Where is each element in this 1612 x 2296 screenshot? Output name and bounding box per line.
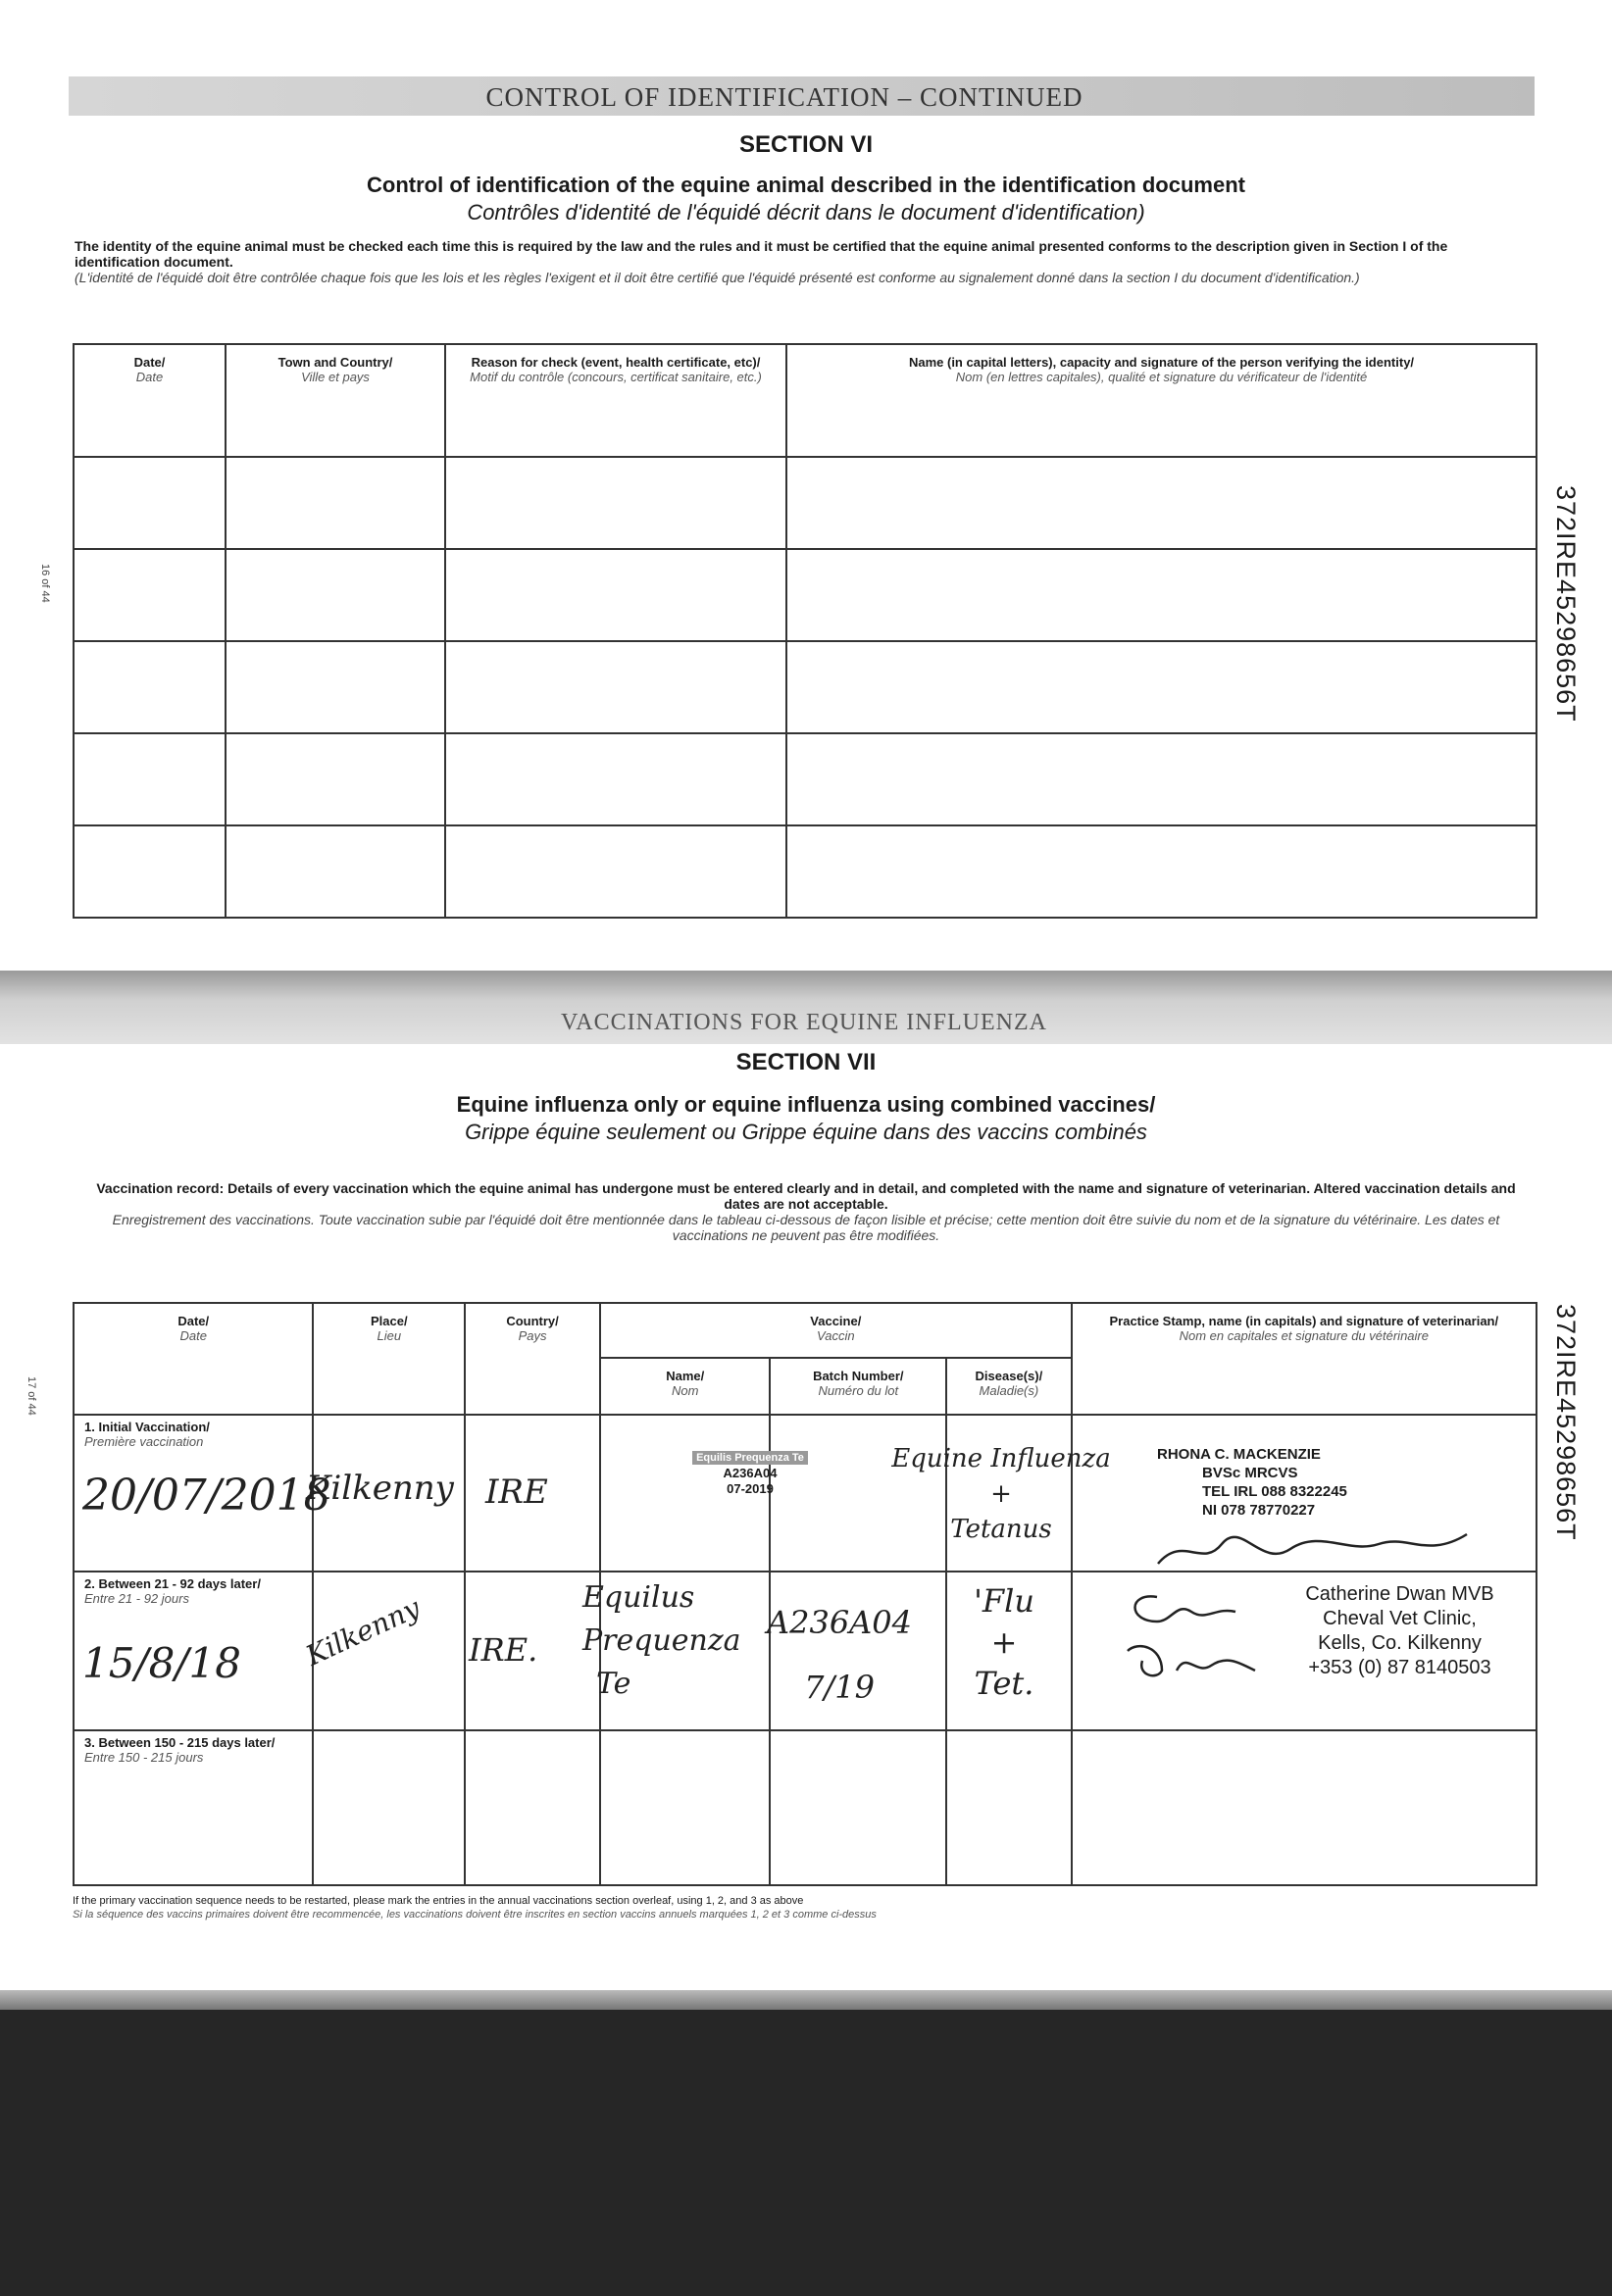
section6-band-title: CONTROL OF IDENTIFICATION – CONTINUED bbox=[485, 82, 1083, 112]
row2-disease-line1: 'Flu bbox=[974, 1582, 1034, 1620]
stamp1-ni: NI 078 78770227 bbox=[1202, 1502, 1316, 1519]
row2-batch-handwritten bbox=[751, 1590, 928, 1720]
row1-disease-handwritten bbox=[879, 1441, 1124, 1547]
row1-date-handwritten: 20/07/2018 bbox=[82, 1471, 331, 1521]
cell[interactable] bbox=[786, 549, 1536, 641]
section7-heading-en: Equine influenza only or equine influenza using combined vaccines/ bbox=[456, 1092, 1156, 1117]
cell[interactable] bbox=[74, 825, 226, 918]
cell[interactable] bbox=[226, 549, 445, 641]
cell[interactable] bbox=[74, 733, 226, 825]
cell[interactable] bbox=[445, 825, 786, 918]
section6-note bbox=[75, 238, 1516, 285]
row2-disease-line2: + bbox=[990, 1623, 1018, 1661]
page-number-16: 16 of 44 bbox=[39, 564, 51, 603]
vacc-row-2-label[interactable]: 2. Between 21 - 92 days later/ Entre 21 - 92 jours bbox=[74, 1572, 313, 1730]
cell[interactable] bbox=[465, 1730, 600, 1885]
section6-note-fr: (L'identité de l'équidé doit être contrôlée chaque fois que les lois et les règles l'exigent et il doit être certifié que l'équidé présenté est conforme au signalement donné dans la section I du document d'identification.) bbox=[75, 270, 1360, 285]
vacc-row-3-label[interactable]: 3. Between 150 - 215 days later/ Entre 150 - 215 jours bbox=[74, 1730, 313, 1885]
row2-disease-handwritten bbox=[945, 1580, 1063, 1704]
vcol-place: Place/ Lieu bbox=[313, 1303, 465, 1415]
row1-disease-line2: + bbox=[990, 1479, 1012, 1509]
footer-fr: Si la séquence des vaccins primaires doivent être recommencée, les vaccinations doivent être inscrites en section vaccins annuels marquées 1, 2 et 3 comme ci-dessus bbox=[73, 1909, 877, 1921]
section7-heading-fr: Grippe équine seulement ou Grippe équine dans des vaccins combinés bbox=[465, 1120, 1147, 1144]
row2-country-handwritten: IRE. bbox=[469, 1631, 538, 1669]
row2-vaccine-name-handwritten bbox=[582, 1576, 741, 1706]
cell[interactable] bbox=[600, 1730, 770, 1885]
page-number-17: 17 of 44 bbox=[25, 1376, 37, 1416]
cell[interactable] bbox=[770, 1730, 946, 1885]
vcol-country: Country/ Pays bbox=[465, 1303, 600, 1415]
passport-id-bottom: 372IRE45298656T bbox=[1551, 1304, 1581, 1541]
cell[interactable] bbox=[786, 457, 1536, 549]
vcol-date: Date/ Date bbox=[74, 1303, 313, 1415]
stamp1-name: RHONA C. MACKENZIE bbox=[1157, 1446, 1321, 1463]
cell[interactable] bbox=[786, 825, 1536, 918]
cell[interactable] bbox=[74, 549, 226, 641]
stamp2-line4: +353 (0) 87 8140503 bbox=[1308, 1657, 1491, 1678]
table-row bbox=[74, 549, 1536, 641]
stamp1-qualifications: BVSc MRCVS bbox=[1202, 1465, 1298, 1481]
vaccine-sticker bbox=[667, 1449, 833, 1497]
cell[interactable] bbox=[313, 1730, 465, 1885]
vacc-header-row-1 bbox=[74, 1303, 1536, 1358]
row2-place-handwritten: Kilkenny bbox=[300, 1591, 426, 1672]
section6-label: SECTION VI bbox=[738, 131, 874, 158]
cell[interactable] bbox=[226, 641, 445, 733]
identity-check-table bbox=[73, 343, 1537, 919]
row2-disease-line3: Tet. bbox=[974, 1665, 1034, 1702]
vcol-disease: Disease(s)/ Maladie(s) bbox=[946, 1358, 1071, 1415]
cell[interactable] bbox=[226, 733, 445, 825]
table-row bbox=[74, 733, 1536, 825]
stamp2-line1: Catherine Dwan MVB bbox=[1305, 1583, 1494, 1605]
vet-signature-1 bbox=[1153, 1524, 1477, 1573]
vet-stamp-1 bbox=[1157, 1445, 1402, 1520]
cell[interactable] bbox=[1072, 1730, 1536, 1885]
section6-note-en: The identity of the equine animal must be checked each time this is required by the law and the rules and it must be certified that the equine animal presented conforms to the description given in Section I of the identification document. bbox=[75, 238, 1448, 270]
vet-stamp-2 bbox=[1265, 1582, 1535, 1680]
scan-dark-region bbox=[0, 2010, 1612, 2296]
section7-note bbox=[80, 1180, 1532, 1243]
row1-disease-line1: Equine Influenza bbox=[891, 1444, 1111, 1473]
table-row bbox=[74, 825, 1536, 918]
row2-name-line3: Te bbox=[596, 1667, 631, 1701]
section7-note-fr: Enregistrement des vaccinations. Toute vaccination subie par l'équidé doit être mentionnée dans le tableau ci-dessous de façon lisible et précise; cette mention doit être suivie du nom et de la signature du vétérinaire. Les dates et vaccinations ne peuvent pas être modifiées. bbox=[112, 1212, 1500, 1243]
cell[interactable] bbox=[946, 1730, 1071, 1885]
row1-place-handwritten: Kilkenny bbox=[306, 1469, 454, 1508]
cell[interactable] bbox=[74, 457, 226, 549]
vcol-batch: Batch Number/ Numéro du lot bbox=[770, 1358, 946, 1415]
vcol-vaccine: Vaccine/ Vaccin bbox=[600, 1303, 1072, 1358]
vacc-row-1-label[interactable]: 1. Initial Vaccination/ Première vaccination bbox=[74, 1415, 313, 1572]
sticker-product: Equilis Prequenza Te bbox=[692, 1451, 808, 1465]
cell[interactable] bbox=[445, 549, 786, 641]
row2-date-handwritten: 15/8/18 bbox=[82, 1639, 241, 1687]
sticker-batch: A236A04 bbox=[723, 1466, 778, 1480]
cell[interactable] bbox=[74, 641, 226, 733]
stamp1-tel: TEL IRL 088 8322245 bbox=[1202, 1483, 1347, 1500]
identity-table-header bbox=[74, 344, 1536, 457]
col-verifier: Name (in capital letters), capacity and signature of the person verifying the identity/ Nom (en lettres capitales), qualité et signature du vérificateur de l'identité bbox=[786, 344, 1536, 457]
section7-band-title: VACCINATIONS FOR EQUINE INFLUENZA bbox=[561, 1010, 1047, 1035]
table-row bbox=[74, 641, 1536, 733]
cell[interactable] bbox=[226, 825, 445, 918]
row1-disease-line3: Tetanus bbox=[950, 1515, 1052, 1544]
section6-heading-fr: Contrôles d'identité de l'équidé décrit dans le document d'identification) bbox=[467, 200, 1145, 225]
col-town-country: Town and Country/ Ville et pays bbox=[226, 344, 445, 457]
col-reason: Reason for check (event, health certificate, etc)/ Motif du contrôle (concours, certificat sanitaire, etc.) bbox=[445, 344, 786, 457]
table-row bbox=[74, 457, 1536, 549]
footer-en: If the primary vaccination sequence needs to be restarted, please mark the entries in the annual vaccinations section overleaf, using 1, 2, and 3 as above bbox=[73, 1895, 804, 1907]
cell[interactable] bbox=[445, 457, 786, 549]
cell[interactable] bbox=[226, 457, 445, 549]
row2-name-line1: Equilus bbox=[582, 1580, 695, 1615]
cell[interactable] bbox=[445, 641, 786, 733]
vacc-row-3 bbox=[74, 1730, 1536, 1885]
cell[interactable] bbox=[786, 733, 1536, 825]
vcol-name: Name/ Nom bbox=[600, 1358, 770, 1415]
section6-heading-en: Control of identification of the equine animal described in the identification document bbox=[367, 173, 1245, 197]
row2-name-line2: Prequenza bbox=[582, 1623, 741, 1658]
stamp2-line2: Cheval Vet Clinic, bbox=[1323, 1608, 1477, 1629]
col-date: Date/ Date bbox=[74, 344, 226, 457]
stamp2-line3: Kells, Co. Kilkenny bbox=[1318, 1632, 1482, 1654]
row2-batch-line1: A236A04 bbox=[766, 1604, 912, 1641]
passport-id-top: 372IRE45298656T bbox=[1551, 485, 1581, 723]
sticker-expiry: 07-2019 bbox=[727, 1481, 774, 1496]
vet-signature-2 bbox=[1118, 1582, 1265, 1690]
vcol-stamp: Practice Stamp, name (in capitals) and signature of veterinarian/ Nom en capitales et signature du vétérinaire bbox=[1072, 1303, 1536, 1415]
row1-country-handwritten: IRE bbox=[485, 1472, 548, 1512]
cell[interactable] bbox=[445, 733, 786, 825]
vaccination-footer-note bbox=[73, 1894, 1537, 1922]
section7-label: SECTION VII bbox=[735, 1049, 877, 1075]
cell[interactable] bbox=[786, 641, 1536, 733]
section7-note-en: Vaccination record: Details of every vaccination which the equine animal has undergone must be entered clearly and in detail, and completed with the name and signature of veterinarian. Altered vaccination details and dates are not acceptable. bbox=[96, 1180, 1516, 1212]
row2-batch-line2: 7/19 bbox=[804, 1669, 875, 1706]
